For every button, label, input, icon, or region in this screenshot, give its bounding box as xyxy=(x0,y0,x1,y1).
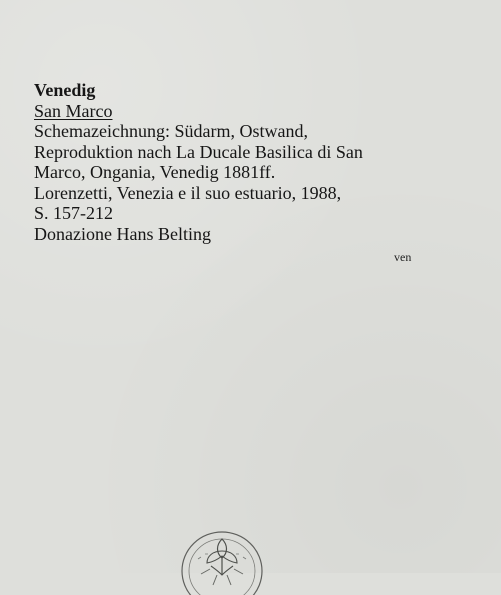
entry-line-6: Donazione Hans Belting xyxy=(34,223,211,244)
entry-line-3: Marco, Ongania, Venedig 1881ff. xyxy=(34,162,276,182)
entry-line-1: Schemazeichnung: Südarm, Ostwand, xyxy=(34,121,308,141)
entry-line-4: Lorenzetti, Venezia e il suo estuario, 1988, xyxy=(34,182,342,203)
entry-heading: Venedig xyxy=(34,80,96,100)
stamp-emblem-icon xyxy=(177,525,267,595)
entry-subheading: San Marco xyxy=(34,100,113,121)
catalog-entry xyxy=(34,80,454,244)
entry-line-5: S. 157-212 xyxy=(34,203,114,223)
entry-line-2: Reproduktion nach La Ducale Basilica di San xyxy=(34,141,363,162)
location-code: ven xyxy=(394,250,412,264)
